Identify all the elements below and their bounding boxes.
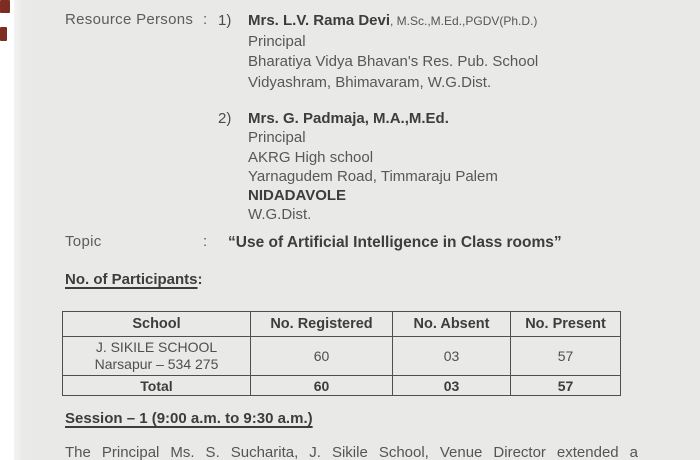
table-header-row	[63, 312, 621, 337]
resource-person-2	[218, 109, 498, 225]
person-2-index: 2)	[218, 110, 232, 127]
topic-label: Topic	[65, 233, 102, 250]
session-heading-text: Session – 1 (9:00 a.m. to 9:30 a.m.)	[65, 410, 313, 427]
scan-artifact-mark	[0, 27, 7, 41]
header-school: School	[63, 312, 251, 337]
cell-school	[63, 337, 251, 376]
person-2-line: AKRG High school	[248, 148, 374, 166]
person-1-name: Mrs. L.V. Rama Devi	[248, 12, 391, 29]
person-2-line: Principal	[248, 129, 306, 147]
person-2-details	[248, 109, 498, 225]
cell-registered: 60	[251, 337, 393, 376]
person-1-line: Principal	[248, 32, 306, 50]
participants-heading-text: No. of Participants	[65, 271, 198, 288]
table-total-row	[63, 376, 621, 396]
person-1-line: Bharatiya Vidya Bhavan's Res. Pub. School	[248, 53, 539, 70]
session-heading	[65, 410, 313, 428]
scan-artifact-mark	[0, 0, 10, 13]
person-1-index: 1)	[218, 12, 232, 29]
person-1-details	[248, 11, 538, 93]
person-1-credentials: , M.Sc.,M.Ed.,PGDV(Ph.D.)	[390, 14, 538, 28]
person-2-line-bold: NIDADAVOLE	[248, 187, 347, 205]
school-address: Narsapur – 534 275	[94, 356, 219, 372]
topic-value: “Use of Artificial Intelligence in Class rooms”	[228, 234, 562, 251]
person-1-line: Vidyashram, Bhimavaram, W.G.Dist.	[248, 73, 492, 91]
person-2-line: W.G.Dist.	[248, 206, 312, 224]
person-1-name-line	[248, 11, 538, 32]
participants-table	[62, 311, 621, 396]
person-2-name: Mrs. G. Padmaja, M.A.,M.Ed.	[248, 110, 449, 127]
resource-persons-colon: :	[203, 11, 208, 28]
cell-absent: 03	[393, 337, 511, 376]
header-present: No. Present	[511, 312, 621, 337]
topic-colon: :	[203, 233, 208, 250]
participants-heading-colon: :	[197, 271, 203, 288]
person-2-line: Yarnagudem Road, Timmaraju Palem	[248, 167, 498, 185]
table-row	[63, 337, 621, 376]
participants-table-wrap	[62, 311, 621, 396]
resource-persons-label: Resource Persons	[65, 11, 194, 28]
header-absent: No. Absent	[393, 312, 511, 337]
total-label: Total	[63, 376, 251, 396]
cell-present: 57	[511, 337, 621, 376]
total-present: 57	[511, 376, 621, 396]
total-absent: 03	[393, 376, 511, 396]
body-paragraph-line: The Principal Ms. S. Sucharita, J. Sikile School, Venue Director extended a	[65, 444, 638, 460]
participants-heading	[65, 271, 203, 289]
page-left-margin	[0, 0, 14, 460]
total-registered: 60	[251, 376, 393, 396]
resource-person-1	[218, 11, 538, 93]
header-registered: No. Registered	[251, 312, 393, 337]
school-name: J. SIKILE SCHOOL	[95, 339, 218, 355]
